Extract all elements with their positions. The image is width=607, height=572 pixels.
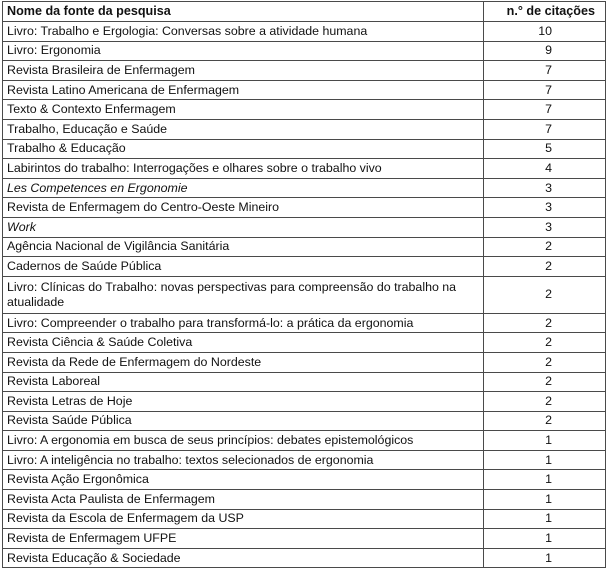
table-row bbox=[3, 372, 606, 392]
source-name-cell: Livro: Clínicas do Trabalho: novas perspectivas para compreensão do trabalho na atualidade bbox=[3, 276, 484, 313]
citation-count-cell: 1 bbox=[484, 470, 606, 490]
table-row bbox=[3, 41, 606, 61]
citation-count-cell: 9 bbox=[484, 41, 606, 61]
table-row bbox=[3, 392, 606, 412]
source-name-cell: Trabalho, Educação e Saúde bbox=[3, 119, 484, 139]
source-name-cell: Livro: A inteligência no trabalho: textos selecionados de ergonomia bbox=[3, 450, 484, 470]
source-name-cell: Revista Educação & Sociedade bbox=[3, 548, 484, 568]
citation-table-container bbox=[2, 1, 605, 568]
table-row bbox=[3, 276, 606, 313]
table-row bbox=[3, 548, 606, 568]
table-row bbox=[3, 237, 606, 257]
citation-count-cell: 2 bbox=[484, 333, 606, 353]
citation-count-cell: 2 bbox=[484, 313, 606, 333]
citation-count-cell: 7 bbox=[484, 80, 606, 100]
citation-count-cell: 2 bbox=[484, 372, 606, 392]
table-body bbox=[3, 22, 606, 568]
source-name-cell: Revista de Enfermagem UFPE bbox=[3, 529, 484, 549]
table-row bbox=[3, 509, 606, 529]
source-name-cell: Livro: A ergonomia em busca de seus princípios: debates epistemológicos bbox=[3, 431, 484, 451]
table-row bbox=[3, 217, 606, 237]
source-name-cell: Cadernos de Saúde Pública bbox=[3, 257, 484, 277]
source-name-cell: Revista de Enfermagem do Centro-Oeste Mineiro bbox=[3, 198, 484, 218]
citation-count-cell: 2 bbox=[484, 257, 606, 277]
citation-count-cell: 1 bbox=[484, 509, 606, 529]
table-row bbox=[3, 198, 606, 218]
source-name-cell: Labirintos do trabalho: Interrogações e olhares sobre o trabalho vivo bbox=[3, 159, 484, 179]
source-name-cell: Revista Ação Ergonômica bbox=[3, 470, 484, 490]
table-row bbox=[3, 313, 606, 333]
table-row bbox=[3, 411, 606, 431]
source-name-cell: Revista Letras de Hoje bbox=[3, 392, 484, 412]
source-name-cell: Livro: Trabalho e Ergologia: Conversas sobre a atividade humana bbox=[3, 22, 484, 42]
source-name-cell: Agência Nacional de Vigilância Sanitária bbox=[3, 237, 484, 257]
citation-count-cell: 7 bbox=[484, 119, 606, 139]
source-name-cell: Texto & Contexto Enfermagem bbox=[3, 100, 484, 120]
header-citation-count: n.° de citações bbox=[484, 2, 606, 22]
header-source-name: Nome da fonte da pesquisa bbox=[3, 2, 484, 22]
table-row bbox=[3, 431, 606, 451]
source-name-cell: Livro: Compreender o trabalho para transformá-lo: a prática da ergonomia bbox=[3, 313, 484, 333]
source-name-cell: Trabalho & Educação bbox=[3, 139, 484, 159]
citation-count-cell: 3 bbox=[484, 178, 606, 198]
table-row bbox=[3, 352, 606, 372]
table-row bbox=[3, 100, 606, 120]
citation-count-cell: 2 bbox=[484, 237, 606, 257]
source-name-cell: Revista Laboreal bbox=[3, 372, 484, 392]
table-row bbox=[3, 257, 606, 277]
citation-count-cell: 1 bbox=[484, 529, 606, 549]
table-row bbox=[3, 333, 606, 353]
source-name-cell: Revista Latino Americana de Enfermagem bbox=[3, 80, 484, 100]
source-name-cell: Revista da Escola de Enfermagem da USP bbox=[3, 509, 484, 529]
source-name-cell: Revista da Rede de Enfermagem do Nordeste bbox=[3, 352, 484, 372]
citation-count-cell: 2 bbox=[484, 411, 606, 431]
citation-count-cell: 3 bbox=[484, 198, 606, 218]
citation-count-cell: 1 bbox=[484, 450, 606, 470]
source-name-cell: Revista Acta Paulista de Enfermagem bbox=[3, 490, 484, 510]
citation-count-cell: 2 bbox=[484, 392, 606, 412]
table-row bbox=[3, 450, 606, 470]
citation-count-cell: 1 bbox=[484, 490, 606, 510]
table-row bbox=[3, 470, 606, 490]
table-row bbox=[3, 80, 606, 100]
table-row bbox=[3, 159, 606, 179]
source-name-cell: Revista Brasileira de Enfermagem bbox=[3, 61, 484, 81]
source-name-cell: Revista Saúde Pública bbox=[3, 411, 484, 431]
citation-table bbox=[2, 1, 606, 568]
table-row bbox=[3, 178, 606, 198]
table-row bbox=[3, 22, 606, 42]
citation-count-cell: 7 bbox=[484, 100, 606, 120]
source-name-cell: Work bbox=[3, 217, 484, 237]
source-name-cell: Livro: Ergonomia bbox=[3, 41, 484, 61]
citation-count-cell: 1 bbox=[484, 548, 606, 568]
citation-count-cell: 2 bbox=[484, 276, 606, 313]
table-row bbox=[3, 61, 606, 81]
table-header-row bbox=[3, 2, 606, 22]
table-row bbox=[3, 490, 606, 510]
citation-count-cell: 1 bbox=[484, 431, 606, 451]
citation-count-cell: 2 bbox=[484, 352, 606, 372]
table-row bbox=[3, 529, 606, 549]
citation-count-cell: 4 bbox=[484, 159, 606, 179]
citation-count-cell: 7 bbox=[484, 61, 606, 81]
citation-count-cell: 10 bbox=[484, 22, 606, 42]
table-row bbox=[3, 139, 606, 159]
citation-count-cell: 5 bbox=[484, 139, 606, 159]
source-name-cell: Revista Ciência & Saúde Coletiva bbox=[3, 333, 484, 353]
source-name-cell: Les Competences en Ergonomie bbox=[3, 178, 484, 198]
citation-count-cell: 3 bbox=[484, 217, 606, 237]
table-row bbox=[3, 119, 606, 139]
